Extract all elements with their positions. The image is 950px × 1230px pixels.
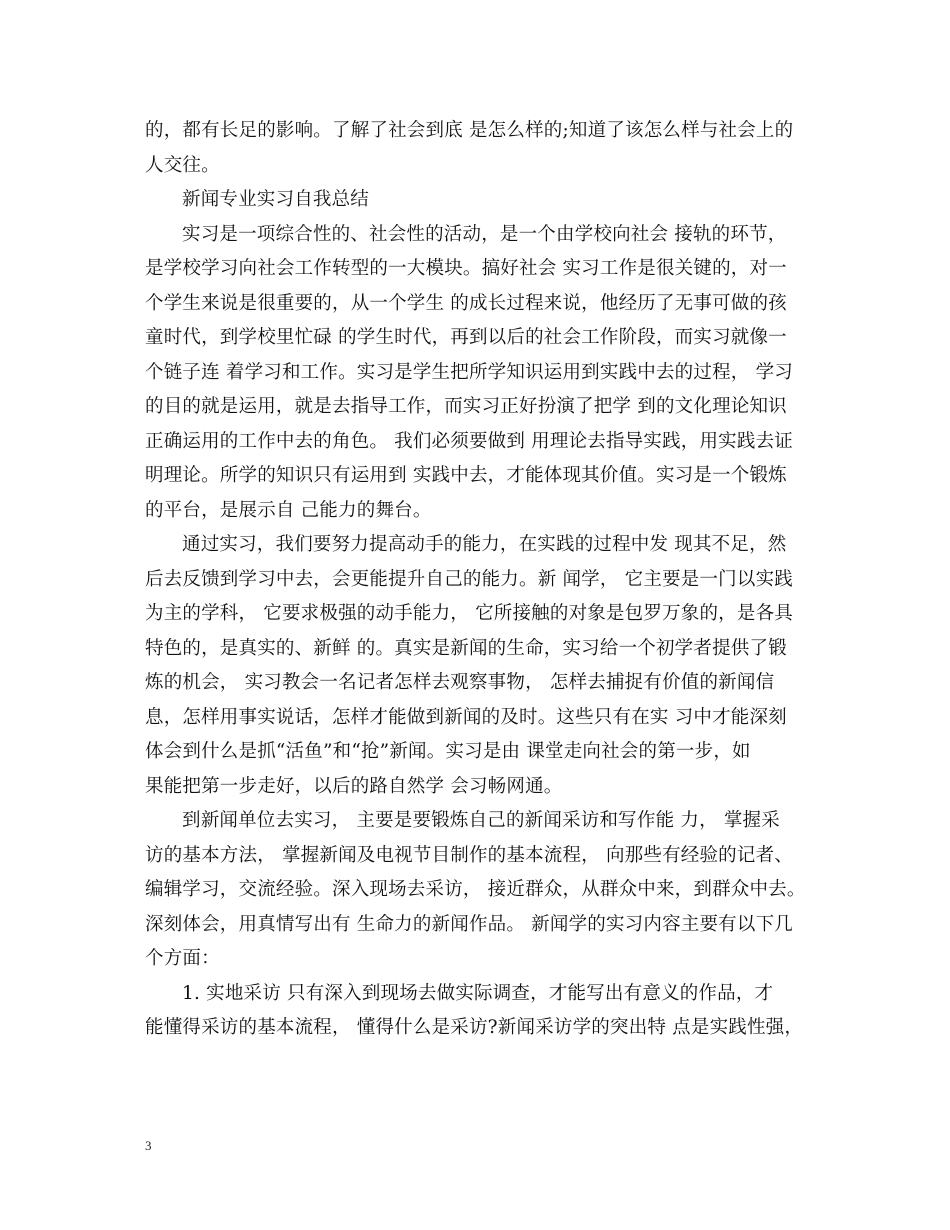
document-body (145, 114, 810, 1046)
text-line: 能懂得采访的基本流程， 懂得什么是采访?新闻采访学的突出特 点是实践性强， (145, 1017, 804, 1038)
text-line: 新闻专业实习自我总结 (182, 189, 370, 210)
text-line: 炼的机会， 实习教会一名记者怎样去观察事物， 怎样去捕捉有价值的新闻信 (145, 672, 775, 693)
text-line: 是学校学习向社会工作转型的一大模块。搞好社会 实习工作是很关键的，对一 (145, 258, 787, 279)
text-line: 到新闻单位去实习， 主要是要锻炼自己的新闻采访和写作能 力， 掌握采 (182, 810, 780, 831)
text-line: 通过实习，我们要努力提高动手的能力，在实践的过程中发 现其不足，然 (182, 534, 787, 555)
text-line: 正确运用的工作中去的角色。 我们必须要做到 用理论去指导实践，用实践去证 (145, 430, 793, 452)
text-line: 体会到什么是抓“活鱼”和“抢”新闻。实习是由 课堂走向社会的第一步，如 (145, 741, 751, 762)
text-line: 个链子连 着学习和工作。实习是学生把所学知识运用到实践中去的过程， 学习 (145, 361, 793, 383)
text-line: 访的基本方法， 掌握新闻及电视节目制作的基本流程， 向那些有经验的记者、 (145, 844, 793, 866)
text-line: 编辑学习，交流经验。深入现场去采访， 接近群众，从群众中来，到群众中去。 (145, 879, 806, 900)
text-line: 1. 实地采访 只有深入到现场去做实际调查，才能写出有意义的作品，才 (182, 982, 774, 1004)
text-line: 为主的学科， 它要求极强的动手能力， 它所接触的对象是包罗万象的，是各具 (145, 603, 793, 624)
text-line: 特色的，是真实的、新鲜 的。真实是新闻的生命，实习给一个初学者提供了锻 (145, 637, 787, 659)
text-line: 果能把第一步走好，以后的路自然学 会习畅网通。 (145, 775, 563, 797)
text-line: 的平台，是展示自 己能力的舞台。 (145, 499, 432, 521)
text-line: 人交往。 (145, 154, 220, 176)
text-line: 童时代，到学校里忙碌 的学生时代，再到以后的社会工作阶段，而实习就像一 (145, 327, 787, 348)
text-line: 深刻体会，用真情写出有 生命力的新闻作品。 新闻学的实习内容主要有以下几 (145, 913, 793, 935)
text-line: 的目的就是运用，就是去指导工作，而实习正好扮演了把学 到的文化理论知识 (145, 396, 787, 417)
text-line: 明理论。所学的知识只有运用到 实践中去，才能体现其价值。实习是一个锻炼 (145, 465, 787, 486)
text-line: 的，都有长足的影响。了解了社会到底 是怎么样的;知道了该怎么样与社会上的 (145, 120, 794, 141)
text-line: 个方面： (145, 948, 220, 969)
text-line: 息，怎样用事实说话，怎样才能做到新闻的及时。这些只有在实 习中才能深刻 (145, 706, 787, 728)
text-line: 实习是一项综合性的、社会性的活动，是一个由学校向社会 接轨的环节， (182, 223, 787, 245)
text-line: 后去反馈到学习中去，会更能提升自己的能力。新 闻学， 它主要是一门以实践 (145, 568, 793, 590)
page-number: 3 (145, 1138, 152, 1153)
text-line: 个学生来说是很重要的，从一个学生 的成长过程来说，他经历了无事可做的孩 (145, 292, 787, 314)
